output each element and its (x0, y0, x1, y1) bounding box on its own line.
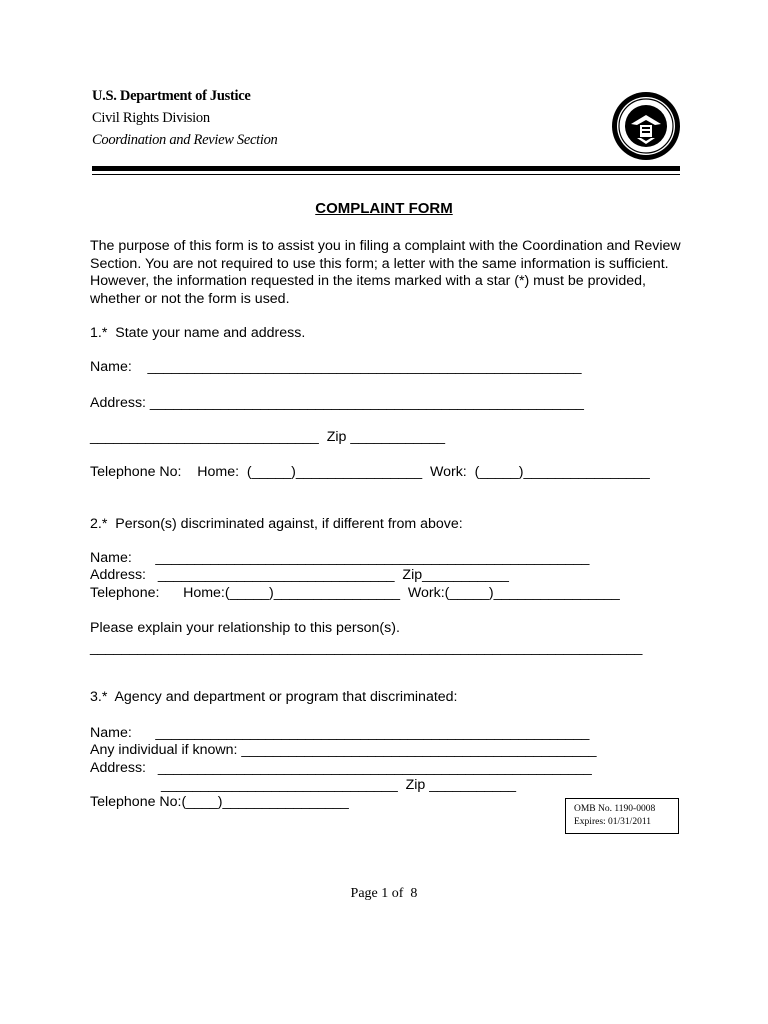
header-rule (92, 166, 680, 171)
page-number: Page 1 of 8 (350, 886, 418, 901)
q2-telephone-field[interactable]: Telephone: Home:(_____)________________ Work:(_____)________________ (90, 585, 620, 601)
agency-name: U.S. Department of Justice (92, 88, 251, 104)
doj-seal-icon (611, 91, 681, 161)
q2-name-field[interactable]: Name: _______________________________________________________ (90, 550, 590, 566)
q2-relationship-label: Please explain your relationship to this person(s). (90, 620, 400, 636)
q3-heading: 3.* Agency and department or program that discriminated: (90, 689, 458, 705)
omb-expires: Expires: 01/31/2011 (574, 817, 651, 827)
q1-address-field[interactable]: Address: _______________________________________________________ (90, 395, 584, 411)
q1-name-field[interactable]: Name: _______________________________________________________ (90, 359, 582, 375)
omb-number: OMB No. 1190-0008 (574, 804, 656, 814)
q3-telephone-field[interactable]: Telephone No:(____)________________ (90, 794, 349, 810)
omb-box (565, 798, 679, 834)
q2-heading: 2.* Person(s) discriminated against, if different from above: (90, 516, 463, 532)
q3-zip-field[interactable]: ______________________________ Zip ___________ (161, 777, 517, 793)
q1-telephone-field[interactable]: Telephone No: Home: (_____)________________ Work: (_____)________________ (90, 464, 650, 480)
q1-zip-field[interactable]: _____________________________ Zip ____________ (90, 429, 446, 445)
q3-name-field[interactable]: Name: _______________________________________________________ (90, 725, 590, 741)
q3-individual-field[interactable]: Any individual if known: _____________________________________________ (90, 742, 597, 758)
form-title: COMPLAINT FORM (315, 200, 453, 217)
q2-address-field[interactable]: Address: ______________________________ Zip___________ (90, 567, 509, 583)
q3-address-field[interactable]: Address: _______________________________________________________ (90, 760, 592, 776)
section-name: Coordination and Review Section (92, 132, 278, 148)
q1-heading: 1.* State your name and address. (90, 325, 306, 341)
header-rule-thin (92, 174, 680, 175)
division-name: Civil Rights Division (92, 110, 210, 126)
q2-relationship-field[interactable]: ______________________________________________________________________ (90, 640, 643, 656)
form-intro: The purpose of this form is to assist you in filing a complaint with the Coordination and Review Section. You are not required to use this form; a letter with the same information is sufficient. However, the information requested in the items marked with a star (*) must be provided, whether or not the form is used. (90, 238, 681, 307)
